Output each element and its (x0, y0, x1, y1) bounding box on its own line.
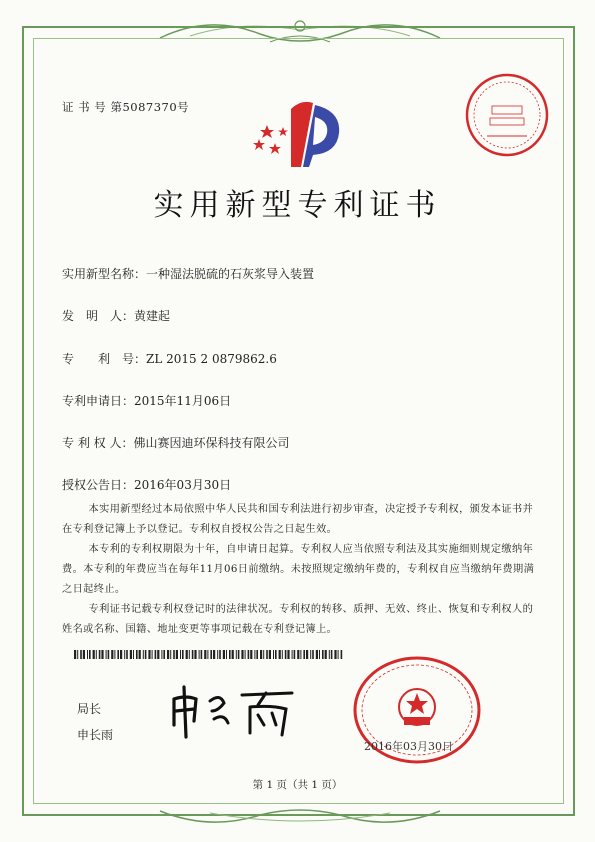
field-label: 专 利 号： (62, 352, 147, 366)
page-number: 第 1 页（共 1 页） (252, 779, 343, 791)
stamp-date: 2016年03月30日 (364, 740, 453, 753)
field-label: 授权公告日： (62, 478, 135, 492)
field-patent-number (62, 350, 277, 367)
director-signature (168, 681, 298, 741)
field-value: 一种湿法脱硫的石灰浆导入装置 (146, 267, 315, 281)
field-patentee (62, 434, 289, 451)
agency-seal-stamp (462, 70, 552, 160)
director-title: 局长 (77, 702, 102, 716)
paragraph-legal-status: 专利证书记载专利权登记时的法律状况。专利权的转移、质押、无效、终止、恢复和专利权人的姓名或名称、国籍、地址变更等事项记载在专利登记簿上。 (62, 604, 534, 635)
barcode (74, 650, 344, 659)
field-application-date (62, 392, 231, 409)
paragraph-term: 本专利的专利权期限为十年，自申请日起算。专利权人应当依照专利法及其实施细则规定缴纳年费。本专利的年费应当在每年11月06日前缴纳。未按照规定缴纳年费的，专利权自应当缴纳年费期满之日起终止。 (62, 544, 535, 595)
patent-office-logo-icon (253, 97, 353, 169)
director-name: 申长雨 (77, 728, 114, 742)
field-label: 专 利 权 人： (62, 436, 134, 450)
bottom-ornament (150, 805, 450, 833)
paragraph-grant: 本实用新型经过本局依照中华人民共和国专利法进行初步审查，决定授予专利权，颁发本证书并在专利登记簿上予以登记。专利权自授权公告之日起生效。 (62, 504, 534, 535)
certificate-number: 证 书 号 第5087370号 (62, 100, 190, 114)
field-value: 佛山赛因迪环保科技有限公司 (133, 436, 290, 450)
certificate-title: 实用新型专利证书 (153, 188, 442, 223)
field-value: ZL 2015 2 0879862.6 (146, 352, 277, 366)
field-value: 黄建起 (134, 309, 171, 323)
field-utility-model-name (62, 265, 314, 282)
field-grant-date (62, 476, 231, 493)
field-value: 2015年11月06日 (134, 394, 232, 408)
field-inventor (62, 307, 170, 324)
field-value: 2016年03月30日 (134, 478, 232, 492)
field-label: 专利申请日： (62, 394, 135, 408)
field-label: 实用新型名称： (62, 267, 147, 281)
field-label: 发 明 人： (62, 309, 135, 323)
